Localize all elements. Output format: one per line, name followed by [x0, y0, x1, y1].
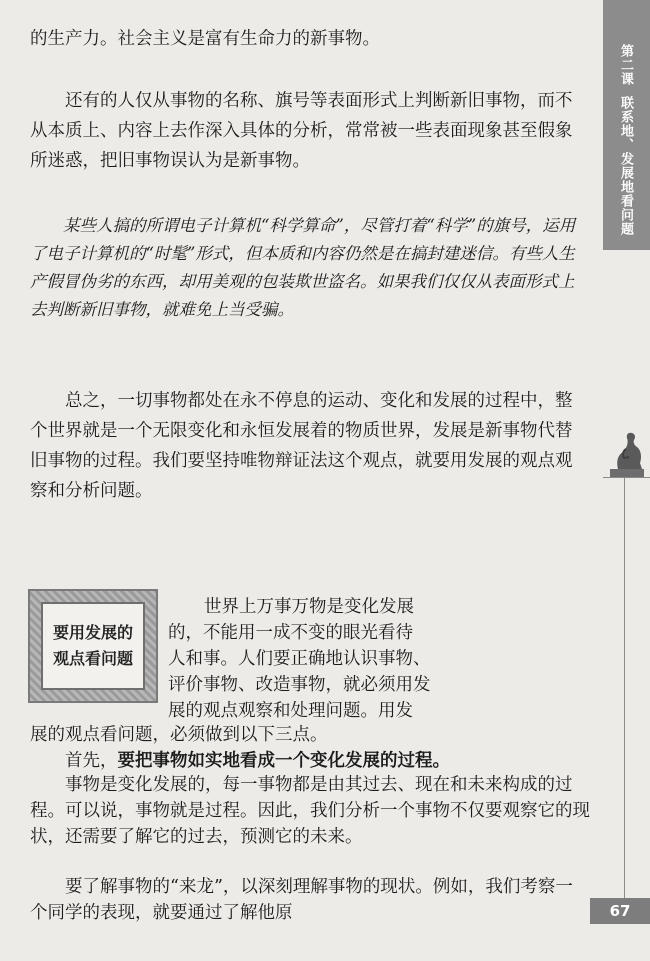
intro-line-5: 展的观点观察和处理问题。用发 [168, 701, 413, 721]
intro-line-6: 展的观点看问题，必须做到以下三点。 [30, 725, 328, 745]
section-heading-line1: 要用发展的 [52, 623, 133, 642]
paragraph-summary: 总之，一切事物都处在永不停息的运动、变化和发展的过程中，整个世界就是一个无限变化和永恒发展着的物质世界，发展是新事物代替旧事物的过程。我们要坚持唯物辩证法这个观点，就要用发展的观点观察和分析问题。 [30, 391, 573, 501]
paragraph-example-fortune-telling: 某些人搞的所谓电子计算机“科学算命”，尽管打着“科学”的旗号，运用了电子计算机的“时髦”形式，但本质和内容仍然是在搞封建迷信。有些人生产假冒伪劣的东西，却用美观的包装欺世盗名。如果我们仅仅从表面形式上去判断新旧事物，就难免上当受骗。 [30, 216, 576, 319]
lesson-side-tab [603, 0, 650, 250]
first-point-prefix: 首先， [65, 751, 118, 771]
margin-rule-vertical [624, 478, 625, 900]
intro-line-2: 的，不能用一成不变的眼光看待 [168, 623, 413, 643]
paragraph-lailong: 要了解事物的“来龙”，以深刻理解事物的现状。例如，我们考察一个同学的表现，就要通过了解他原 [30, 877, 573, 923]
intro-line-4: 评价事物、改造事物，就必须用发 [168, 675, 431, 695]
first-point [65, 748, 450, 774]
intro-line-3: 人和事。人们要正确地认识事物、 [168, 649, 431, 669]
first-point-emphasis: 要把事物如实地看成一个变化发展的过程。 [117, 751, 450, 771]
intro-line-1: 世界上万事万物是变化发展 [204, 597, 414, 617]
section-heading-line2: 观点看问题 [52, 649, 133, 668]
section-heading-frame [28, 589, 158, 703]
section-heading [41, 602, 145, 690]
margin-rule-horizontal [603, 477, 650, 478]
paragraph-surface-judgement: 还有的人仅从事物的名称、旗号等表面形式上判断新旧事物，而不从本质上、内容上去作深入具体的分析，常常被一些表面现象甚至假象所迷惑，把旧事物误认为是新事物。 [30, 91, 573, 171]
lesson-title: 联系地、发展地看问题 [618, 96, 633, 236]
paragraph-process: 事物是变化发展的，每一事物都是由其过去、现在和未来构成的过程。可以说，事物就是过程。因此，我们分析一个事物不仅要观察它的现状，还需要了解它的过去，预测它的未来。 [30, 775, 590, 847]
page-number: 67 [590, 898, 650, 924]
paragraph-socialism: 的生产力。社会主义是富有生命力的新事物。 [30, 29, 380, 49]
thinker-statue-icon [596, 427, 650, 479]
lesson-side-tab-text [616, 44, 635, 236]
lesson-number: 第二课 [618, 44, 633, 86]
